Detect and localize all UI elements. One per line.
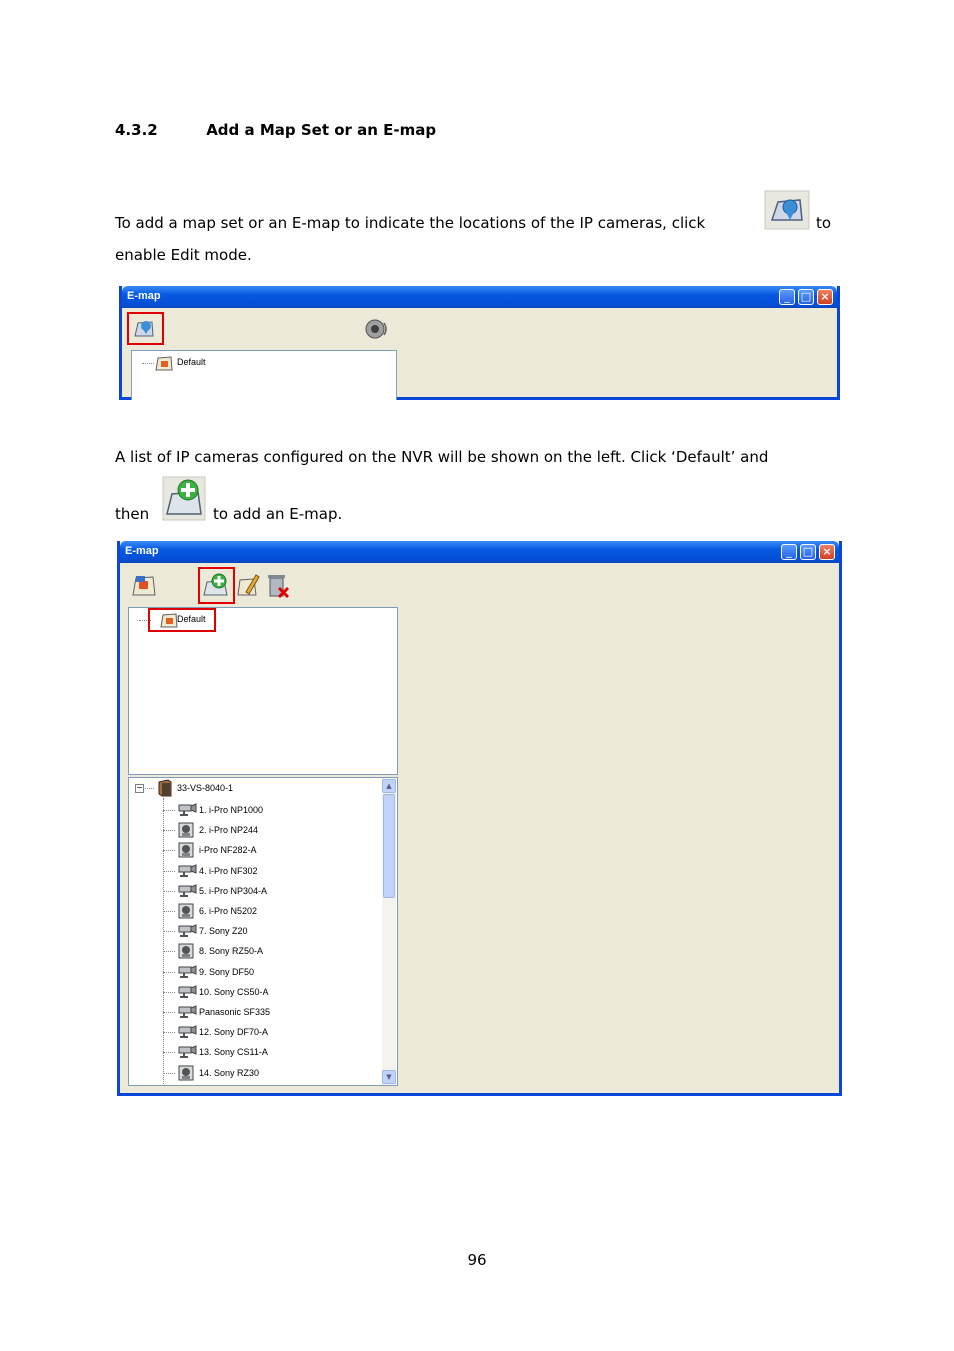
camera-label: 2. i-Pro NP244 bbox=[199, 825, 259, 836]
camera-label: 5. i-Pro NP304-A bbox=[199, 885, 268, 896]
dome-camera-icon bbox=[177, 902, 195, 924]
camera-label: 8. Sony RZ50-A bbox=[199, 946, 264, 957]
edit-icon-highlight bbox=[127, 312, 164, 345]
page-number: 96 bbox=[467, 1251, 487, 1269]
tree-item-default[interactable]: Default bbox=[177, 614, 206, 624]
add-emap-icon bbox=[162, 476, 206, 521]
map-set-icon bbox=[154, 354, 174, 376]
window-1-titlebar bbox=[122, 286, 837, 308]
dome-camera-icon bbox=[177, 841, 195, 863]
minimize-button[interactable]: _ bbox=[779, 289, 795, 305]
camera-label: 14. Sony RZ30 bbox=[199, 1067, 260, 1078]
camera-label: 4. i-Pro NF302 bbox=[199, 865, 258, 876]
add-emap-highlight bbox=[198, 567, 235, 604]
paragraph-2-line-1: A list of IP cameras configured on the NVR will be shown on the left. Click ‘Default’ and bbox=[115, 448, 769, 466]
camera-list-scrollbar[interactable] bbox=[382, 778, 396, 1085]
section-number: 4.3.2 bbox=[115, 121, 158, 139]
window-2-title: E-map bbox=[125, 545, 159, 557]
box-camera-icon bbox=[177, 882, 197, 902]
tree-item-default[interactable]: Default bbox=[177, 357, 206, 367]
box-camera-icon bbox=[177, 922, 197, 942]
close-button[interactable]: × bbox=[817, 289, 833, 305]
box-camera-icon bbox=[177, 1043, 197, 1063]
camera-label: 13. Sony CS11-A bbox=[199, 1047, 268, 1058]
camera-label: 7. Sony Z20 bbox=[199, 926, 248, 937]
paragraph-1-line-1: To add a map set or an E-map to indicate the locations of the IP cameras, click bbox=[115, 214, 706, 232]
edit-emap-icon[interactable] bbox=[236, 572, 260, 598]
dome-camera-icon bbox=[177, 942, 195, 964]
section-title: Add a Map Set or an E-map bbox=[206, 121, 437, 139]
camera-label: 9. Sony DF50 bbox=[199, 966, 255, 977]
delete-emap-icon[interactable] bbox=[265, 572, 291, 600]
exit-edit-mode-icon[interactable] bbox=[130, 572, 158, 598]
map-tree-panel-2 bbox=[128, 607, 398, 775]
camera-list-panel bbox=[128, 777, 398, 1086]
maximize-button[interactable]: □ bbox=[800, 544, 816, 560]
minimize-button[interactable]: _ bbox=[781, 544, 797, 560]
camera-label: Panasonic SF335 bbox=[199, 1007, 271, 1017]
camera-label: 1. i-Pro NP1000 bbox=[199, 805, 264, 815]
camera-label: 10. Sony CS50-A bbox=[199, 986, 269, 997]
box-camera-icon bbox=[177, 1023, 197, 1043]
camera-label: i-Pro NF282-A bbox=[199, 845, 257, 856]
default-highlight bbox=[148, 608, 216, 632]
paragraph-1-to: to bbox=[816, 214, 832, 232]
paragraph-1-line-2: enable Edit mode. bbox=[115, 246, 252, 264]
camera-label: 6. i-Pro N5202 bbox=[199, 906, 258, 916]
emap-window-1 bbox=[119, 286, 840, 400]
alarm-speaker-icon[interactable] bbox=[364, 317, 390, 341]
nvr-server-label[interactable]: 33-VS-8040-1 bbox=[177, 783, 234, 793]
emap-window-2 bbox=[117, 541, 842, 1096]
box-camera-icon bbox=[177, 862, 197, 882]
nvr-server-icon bbox=[156, 779, 174, 801]
edit-mode-icon bbox=[764, 190, 810, 230]
paragraph-2-rest: to add an E-map. bbox=[213, 505, 343, 523]
close-button[interactable]: × bbox=[819, 544, 835, 560]
window-2-titlebar bbox=[120, 541, 839, 563]
dome-camera-icon bbox=[177, 1064, 195, 1086]
scroll-thumb[interactable] bbox=[383, 794, 395, 898]
box-camera-icon bbox=[177, 983, 197, 1003]
map-tree-panel bbox=[131, 350, 397, 400]
box-camera-icon bbox=[177, 963, 197, 983]
camera-label: 12. Sony DF70-A bbox=[199, 1027, 269, 1038]
maximize-button[interactable]: □ bbox=[798, 289, 814, 305]
window-1-title: E-map bbox=[127, 290, 161, 302]
section-heading bbox=[115, 121, 436, 139]
scroll-down-button[interactable]: ▼ bbox=[382, 1070, 396, 1084]
box-camera-icon bbox=[177, 801, 197, 821]
collapse-toggle[interactable]: − bbox=[136, 783, 143, 792]
paragraph-2-then: then bbox=[115, 505, 150, 523]
scroll-up-button[interactable]: ▲ bbox=[382, 779, 396, 793]
dome-camera-icon bbox=[177, 821, 195, 843]
box-camera-icon bbox=[177, 1003, 197, 1023]
